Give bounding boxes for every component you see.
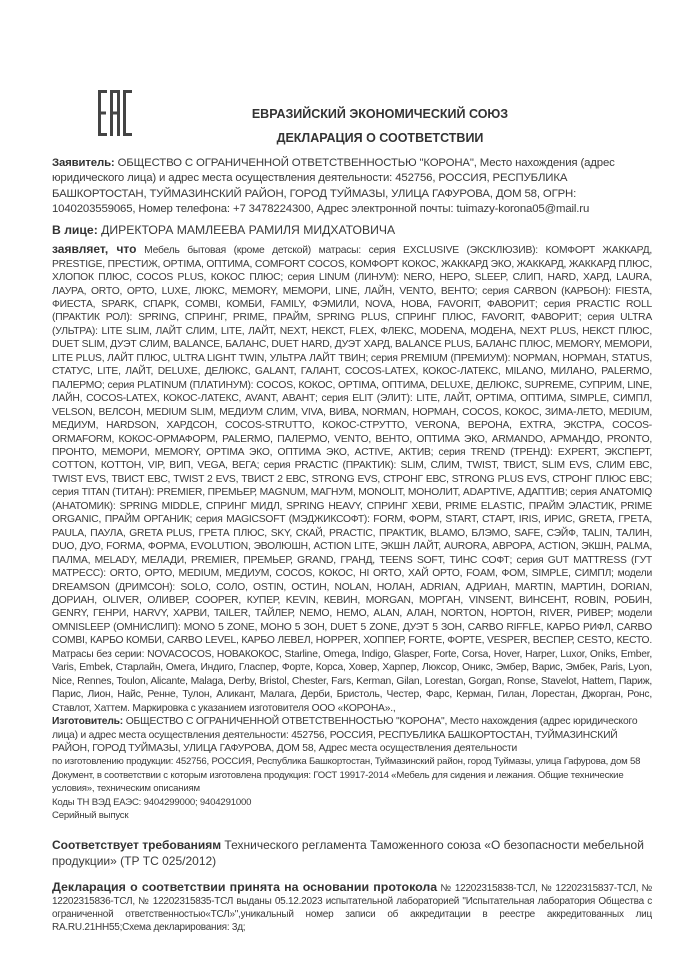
- basis-section: [52, 881, 652, 934]
- basis-label: Декларация о соответствии принята на основании протокола: [52, 879, 438, 894]
- conformity-section: [52, 837, 652, 869]
- conformity-label: Соответствует требованиям: [52, 837, 222, 852]
- represented-by-text: ДИРЕКТОРА МАМЛЕЕВА РАМИЛЯ МИДХАТОВИЧА: [97, 223, 396, 238]
- applicant-section: [52, 156, 652, 217]
- union-title: ЕВРАЗИЙСКИЙ ЭКОНОМИЧЕСКИЙ СОЮЗ: [251, 107, 509, 121]
- manufacturer-text: ОБЩЕСТВО С ОГРАНИЧЕННОЙ ОТВЕТСТВЕННОСТЬЮ "КОРОНА", Место нахождения (адрес юридического лица) и адрес места осуществления деятельности: 452756, РОССИЯ, РЕСПУБЛИКА БАШКОРТОСТАН, ТУЙМАЗИНСКИЙ РАЙОН, ГОРОД ТУЙМАЗЫ, УЛИЦА ГАФУРОВА, ДОМ 58, Адрес места осуществления деятельности: [52, 716, 638, 754]
- basis-text: № 12202315838-ТСЛ, № 12202315837-ТСЛ, № 12202315836-ТСЛ, № 12202315835-ТСЛ выданы 05.12.2023 испытательной лабораторией "Испытательная лаборатория Общества с ограниченной ответственностью«ТСЛ»",уникальный номер записи об аккредитации в реестре аккредитованных лиц RA.RU.21НН55;Схема декларирования: 3д;: [52, 882, 653, 933]
- production-address: по изготовлению продукции: 452756, РОССИЯ, Республика Башкортостан, Туймазинский район, город Туймазы, улица Гафурова, дом 58: [52, 756, 641, 768]
- conformity-text: Технического регламента Таможенного союза «О безопасности мебельной продукции» (ТР ТС 025/2012): [52, 837, 644, 868]
- release-type: Серийный выпуск: [52, 810, 129, 822]
- represented-by-label: В лице:: [52, 223, 98, 238]
- document-title: ДЕКЛАРАЦИЯ О СООТВЕТСТВИИ: [276, 131, 484, 145]
- standard-document: Документ, в соответствии с которым изготовлена продукция: ГОСТ 19917-2014 «Мебель для сидения и лежания. Общие технические условия», техническим описаниям: [52, 769, 624, 795]
- declaration-products: [52, 243, 652, 715]
- hs-codes: Коды ТН ВЭД ЕАЭС: 9404299000; 9404291000: [52, 796, 252, 808]
- represented-by-section: [52, 223, 652, 238]
- document-header: [0, 0, 685, 150]
- declares-text: Мебель бытовая (кроме детской) матрасы: серия EXCLUSIVE (ЭКСКЛЮЗИВ): КОМФОРТ ЖАККАРД, PRESTIGE, ПРЕСТИЖ, OPTIMA, ОПТИМА, COMFORT COCOS, КОМФОРТ КОКОС, ЖАККАРД ЭКО, ЖАККАРД, ЖАККАРД ПЛЮС, ХЛОПОК ПЛЮС, COCOS PLUS, КОКОС ПЛЮС; серия LINUM (ЛИНУМ): NERO, НЕРО, SLEEP, СЛИП, HARD, ХАРД, LAURA, ЛАУРА, ORTO, ОРТО, LUXE, ЛЮКС, MEMORY, МЕМОРИ, LINE, ЛАЙН, VENTO, ВЕНТО; серия CARBON (КАРБОН): FIESTA, ФИЕСТА, SPARK, СПАРК, COMBI, КОМБИ, FAMILY, ФЭМИЛИ, NOVA, НОВА, FAVORIT, ФАВОРИТ; серия PRACTIC ROLL (ПРАКТИК РОЛ): SPRING, СПРИНГ, PRIME, ПРАЙМ, SPRING PLUS, СПРИНГ ПЛЮС, FAVORIT, ФАВОРИТ; серия ULTRA (УЛЬТРА): LITE SLIM, ЛАЙТ СЛИМ, LITE, ЛАЙТ, NEXT, НЕКСТ, FLEX, ФЛЕКС, MODENA, МОДЕНА, NEXT PLUS, НЕКСТ ПЛЮС, DUET SLIM, ДУЭТ СЛИМ, BALANCE, БАЛАНС, DUET HARD, ДУЭТ ХАРД, BALANCE PLUS, БАЛАНС ПЛЮС, MEMORY, МЕМОРИ, LITE PLUS, ЛАЙТ ПЛЮС, ULTRA LIGHT TWIN, УЛЬТРА ЛАЙТ ТВИН; серия PREMIUM (ПРЕМИУМ): NOPMAN, НОРМАН, STATUS, СТАТУС, LITE, ЛАЙТ, DELUXE, ДЕЛЮКС, GALANT, ГАЛАНТ, COCOS-LATEX, КОКОС-ЛАТЕКС, MILANO, МИЛАНО, PALERMO, ПАЛЕРМО; серия PLATINUM (ПЛАТИНУМ): COCOS, КОКОС, OPTIMA, ОПТИМА, DELUXE, ДЕЛЮКС, SUPREME, СУПРИМ, LINE, ЛАЙН, COCOS-LATEX, КОКОС-ЛАТЕКС, AVANT, АВАНТ; серия ELIT (ЭЛИТ): LITE, ЛАЙТ, OPTIMA, ОПТИМА, SIMPLE, СИМПЛ, VELSON, ВЕЛСОН, MEDIUM SLIM, МЕДИУМ СЛИМ, VIVA, ВИВА, NORMAN, НОРМАН, COCOS, КОКОС, ЗИМА-ЛЕТО, MEDIUM, МЕДИУМ, HARDSON, ХАРДСОН, COCOS-STRUTTO, КОКОС-СТРУТТО, VERONA, ВЕРОНА, EXTRA, ЭКСТРА, COCOS-ORMAFORM, КОКОС-ОРМАФОРМ, PALERMO, ПАЛЕРМО, VENTO, ВЕНТО, ОПТИМА ЭКО, ARMANDO, АРМАНДО, PRONTO, ПРОНТО, МЕМОРИ, MEMORY, OPTIMA ЭКО, ОПТИМА ЭКО, ACTIVE, АКТИВ; серия TREND (ТРЕНД): EXPERT, ЭКСПЕРТ, COTTON, КОТТОН, VIP, ВИП, VEGA, ВЕГА; серия PRACTIC (ПРАКТИК): SLIM, СЛИМ, TWIST, ТВИСТ, SLIM EVS, СЛИМ ЕВС, TWIST EVS, ТВИСТ ЕВС, TWIST 2 EVS, ТВИСТ 2 ЕВС, STRONG EVS, СТРОНГ ЕВС, STRONG PLUS EVS, СТРОНГ ПЛЮС ЕВС; серия TITAN (ТИТАН): PREMIER, ПРЕМЬЕР, MAGNUM, МАГНУМ, MONOLIT, МОНОЛИТ, ADAPTIVE, АДАПТИВ; серия ANATOMIQ (АНАТОМИК): SPRING MIDDLE, СПРИНГ МИДЛ, SPRING HEAVY, СПРИНГ ХЕВИ, PRIME ELASTIC, ПРАЙМ ЭЛАСТИК, PRIME ORGANIC, ПРАЙМ ОРГАНИК; серия MAGICSOFT (МЭДЖИКСОФТ): FORM, ФОРМ, START, СТАРТ, IRIS, ИРИС, GRETA, ГРЕТА, PAULA, ПАУЛА, GRETA PLUS, ГРЕТА ПЛЮС, SKY, СКАЙ, PRACTIC, ПРАКТИК, BLAMO, БЛЭМО, SAFE, СЭЙФ, TALIN, ТАЛИН, DUO, ДУО, FORMA, ФОРМА, EVOLUTION, ЭВОЛЮШН, ACTION LITE, ЭКШН ЛАЙТ, AURORA, АВРОРА, ACTION, ЭКШН, PALMA, ПАЛМА, MELADY, МЕЛАДИ, PREMIER, ПРЕМЬЕР, GRAND, ГРАНД, TEENS SOFT, ТИНС СОФТ; серия GUT MATTRESS (ГУТ МАТРЕСС): ORTO, ОРТО, MEDIUM, МЕДИУМ, COCOS, КОКОС, HI ORTO, ХАЙ ОРТО, FOAM, ФОМ, SIMPLE, СИМПЛ; модели DREAMSON (ДРИМСОН): SOLO, СОЛО, OSTIN, ОСТИН, NOLAN, НОЛАН, ADRIAN, АДРИАН, MARTIN, МАРТИН, DORIAN, ДОРИАН, OLIVER, ОЛИВЕР, COOPER, КУПЕР, KEVIN, КЕВИН, MORGAN, МОРГАН, VINSENT, ВИНСЕНТ, ROBIN, РОБИН, GENRY, ГЕНРИ, HARVY, ХАРВИ, TAILER, ТАЙЛЕР, NEMO, НЕМО, ALAN, АЛАН, NORTON, НОРТОН, RIVER, РИВЕР; модели OMNISLEEP (ОМНИСЛИП): MONO 5 ZONE, МОНО 5 ЗОН, DUET 5 ZONE, ДУЭТ 5 ЗОН, CARBO RIFFLE, КАРБО РИФЛ, CARBO COMBI, КАРБО КОМБИ, CARBO LEVEL, КАРБО ЛЕВЕЛ, HOPPER, ХОППЕР, FORTE, ФОРТЕ, VESPER, ВЕСПЕР, CESTO, КЕСТО. Матрасы без серии: NOVACOCOS, НОВАКОКОС, Starline, Omega, Indigo, Glasper, Forte, Corsa, Hover, Harper, Luxor, Oniks, Ember, Varis, Embek, Старлайн, Омега, Индиго, Гласпер, Форте, Корса, Ховер, Харпер, Люксор, Оникс, Эмбер, Варис, Эмбек, Paris, Lyon, Nice, Rennes, Toulon, Alicante, Malaga, Derby, Bristol, Chester, Fars, Kerman, Gilan, Lorestan, Gorgan, Ronse, Stavelot, Hattem, Париж, Парис, Лион, Найс, Ренне, Тулон, Аликант, Малага, Дерби, Бристоль, Честер, Фарс, Керман, Гилан, Лорестан, Джорган, Ронс, Ставлот, Хаттем. Маркировка с указанием изготовителя ООО «КОРОНА».,: [52, 245, 653, 714]
- declares-label: заявляет, что: [52, 242, 137, 257]
- applicant-label: Заявитель:: [52, 157, 115, 169]
- document-body: [52, 156, 652, 954]
- eac-logo: [98, 90, 132, 136]
- manufacturer-section: [52, 715, 652, 823]
- manufacturer-label: Изготовитель:: [52, 716, 124, 728]
- applicant-text: ОБЩЕСТВО С ОГРАНИЧЕННОЙ ОТВЕТСТВЕННОСТЬЮ "КОРОНА", Место нахождения (адрес юридического лица) и адрес места осуществления деятельности: 452756, РОССИЯ, РЕСПУБЛИКА БАШКОРТОСТАН, ТУЙМАЗИНСКИЙ РАЙОН, ГОРОД ТУЙМАЗЫ, УЛИЦА ГАФУРОВА, ДОМ 58, ОГРН: 1040203559065, Номер телефона: +7 3478224300, Адрес электронной почты: tuimazy-korona05@mail.ru: [52, 157, 615, 215]
